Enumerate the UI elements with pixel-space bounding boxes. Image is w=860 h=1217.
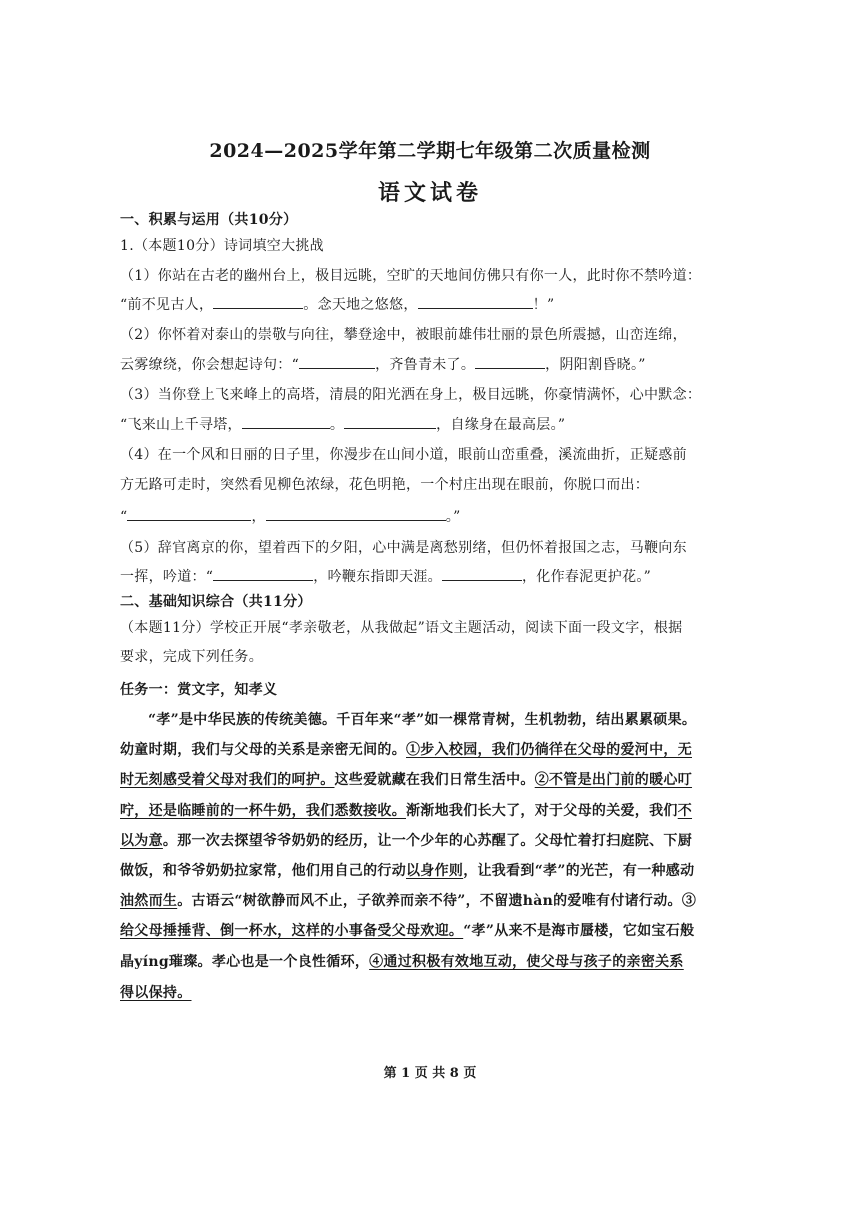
blank-input[interactable] — [266, 506, 446, 521]
q1-p5-line2 — [120, 566, 742, 586]
underlined-sentence: 得以保持。 — [120, 985, 192, 1001]
q1-p1-line1: （1）你站在古老的幽州台上，极目远眺，空旷的天地间仿佛只有你一人，此时你不禁吟道： — [120, 268, 702, 284]
blank-input[interactable] — [127, 506, 251, 521]
section2-heading: 二、基础知识综合（共11分） — [120, 594, 312, 610]
passage-text: 渐渐地我们长大了，对于父母的关爱，我们 — [406, 803, 678, 819]
underlined-phrase: 不 — [677, 803, 693, 819]
underlined-sentence: ②不管是出门前的暖心叮 — [534, 772, 693, 788]
blank-input[interactable] — [242, 414, 330, 429]
subject-title: 语文试卷 — [377, 180, 482, 206]
q1-p1-text3: ！” — [532, 297, 555, 313]
q1-p4-text2: ， — [251, 509, 266, 525]
underlined-phrase: 以身作则 — [406, 863, 464, 879]
q1-p3-text1: “飞来山上千寻塔， — [120, 417, 242, 433]
q1-intro: 1.（本题10分）诗词填空大挑战 — [120, 238, 324, 254]
underlined-sentence: 咛，还是临睡前的一杯牛奶，我们悉数接收。 — [120, 803, 406, 819]
passage-text: 这些爱就藏在我们日常生活中。 — [334, 772, 535, 788]
underlined-phrase: 油然而生 — [120, 893, 178, 909]
passage-text: 。那一次去探望爷爷奶奶的经历，让一个少年的心苏醒了。父母忙着打扫庭院、下厨 — [162, 833, 693, 849]
exam-title: 2024—2025学年第二学期七年级第二次质量检测 — [209, 140, 651, 162]
blank-input[interactable] — [442, 566, 522, 581]
passage-text: “孝”从来不是海市蜃楼，它如宝石般 — [463, 923, 695, 939]
q1-p4-line3 — [120, 506, 742, 526]
passage-text: 做饭，和爷爷奶奶拉家常，他们用自己的行动 — [120, 863, 406, 879]
blank-input[interactable] — [344, 414, 436, 429]
passage-line — [120, 920, 742, 940]
passage-text: 幼童时期，我们与父母的关系是亲密无间的。 — [120, 742, 406, 758]
q1-p1-text1: “前不见古人， — [120, 297, 214, 313]
passage-line: “孝”是中华民族的传统美德。千百年来“孝”如一棵常青树，生机勃勃，结出累累硕果。 — [148, 712, 697, 728]
q1-p2-line1: （2）你怀着对泰山的崇敬与向往，攀登途中，被眼前雄伟壮丽的景色所震撼，山峦连绵， — [120, 327, 687, 343]
section1-heading: 一、积累与运用（共10分） — [120, 212, 298, 228]
q1-p5-text1: 一挥，吟道：“ — [120, 569, 214, 585]
section2-intro-line1: （本题11分）学校正开展“孝亲敬老，从我做起”语文主题活动，阅读下面一段文字，根据 — [120, 620, 683, 636]
passage-line — [120, 951, 742, 971]
q1-p5-text2: ，吟鞭东指即天涯。 — [313, 569, 442, 585]
blank-input[interactable] — [475, 354, 545, 369]
passage-text: 。古语云“树欲静而风不止，子欲养而亲不待”，不留遗hàn的爱唯有付诸行动。③ — [177, 893, 697, 909]
q1-p1-line2 — [120, 294, 742, 314]
blank-input[interactable] — [213, 294, 303, 309]
underlined-sentence: 给父母捶捶背、倒一杯水，这样的小事备受父母欢迎。 — [120, 923, 464, 939]
q1-p3-line2 — [120, 414, 742, 434]
q1-p3-line1: （3）当你登上飞来峰上的高塔，清晨的阳光洒在身上，极目远眺，你豪情满怀，心中默念： — [120, 387, 702, 403]
section2-intro-line2: 要求，完成下列任务。 — [120, 649, 263, 665]
q1-p5-text3: ，化作春泥更护花。” — [521, 569, 652, 585]
q1-p5-line1: （5）辞官离京的你，望着西下的夕阳，心中满是离愁别绪，但仍怀着报国之志，马鞭向东 — [120, 540, 687, 556]
q1-p1-text2: 。念天地之悠悠， — [303, 297, 418, 313]
q1-p2-text2: ，齐鲁青未了。 — [375, 357, 476, 373]
passage-line — [120, 739, 742, 759]
passage-line — [120, 800, 742, 820]
q1-p4-text1: “ — [120, 509, 128, 525]
q1-p4-text3: 。” — [445, 509, 461, 525]
q1-p3-text2: 。 — [329, 417, 345, 433]
passage-line — [120, 860, 742, 880]
page-number: 第 1 页 共 8 页 — [383, 1066, 477, 1081]
underlined-sentence: ④通过积极有效地互动，使父母与孩子的亲密关系 — [369, 954, 684, 970]
passage-text: 晶yíng璀璨。孝心也是一个良性循环， — [120, 954, 370, 970]
passage-line — [120, 830, 742, 850]
passage-text: ，让我看到“孝”的光芒，有一种感动 — [463, 863, 695, 879]
q1-p2-line2 — [120, 354, 742, 374]
q1-p4-line1: （4）在一个风和日丽的日子里，你漫步在山间小道，眼前山峦重叠，溪流曲折，正疑惑前 — [120, 447, 687, 463]
q1-p3-text3: ，自缘身在最高层。” — [436, 417, 566, 433]
q1-p4-line2: 方无路可走时，突然看见柳色浓绿，花色明艳，一个村庄出现在眼前，你脱口而出： — [120, 477, 650, 493]
underlined-phrase: 以为意 — [120, 833, 163, 849]
passage-line — [120, 890, 742, 910]
q1-p2-text1: 云雾缭绕，你会想起诗句：“ — [120, 357, 300, 373]
passage-line — [120, 769, 742, 789]
blank-input[interactable] — [213, 566, 313, 581]
underlined-sentence: ①步入校园，我们仍徜徉在父母的爱河中，无 — [406, 742, 692, 758]
underlined-sentence: 时无刻感受着父母对我们的呵护。 — [120, 772, 335, 788]
task1-heading: 任务一：赏文字，知孝义 — [120, 682, 278, 698]
blank-input[interactable] — [418, 294, 533, 309]
passage-line — [120, 982, 742, 1002]
blank-input[interactable] — [299, 354, 375, 369]
q1-p2-text3: ，阴阳割昏晓。” — [545, 357, 646, 373]
